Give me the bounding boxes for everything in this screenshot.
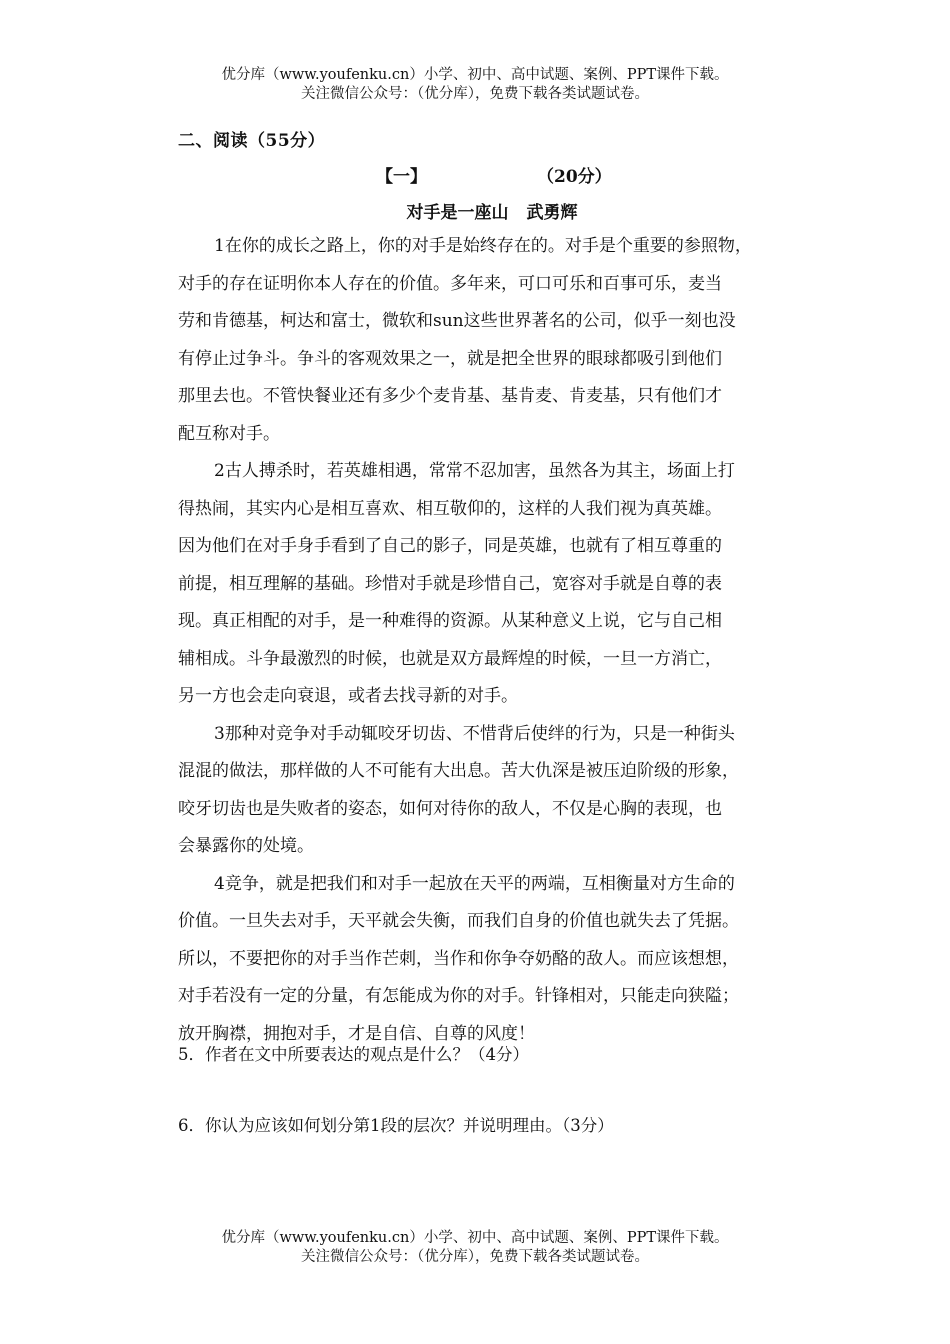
header-line-2: 关注微信公众号：（优分库），免费下载各类试题试卷。 [301,86,649,102]
text-line: 放开胸襟，拥抱对手，才是自信、自尊的风度！ [178,1023,535,1044]
text-line: 有停止过争斗。争斗的客观效果之一，就是把全世界的眼球都吸引到他们 [178,348,722,369]
footer-line-2: 关注微信公众号：（优分库），免费下载各类试题试卷。 [301,1249,649,1265]
part-score: （20分） [537,167,612,187]
page-header [0,66,950,104]
text-line: 因为他们在对手身手看到了自己的影子，同是英雄，也就有了相互尊重的 [178,536,722,556]
text-line: 对手若没有一定的分量，有怎能成为你的对手。针锋相对，只能走向狭隘； [178,986,739,1006]
text-line: 现。真正相配的对手，是一种难得的资源。从某种意义上说，它与自己相 [178,611,722,631]
article-title-text: 对手是一座山 [406,203,509,223]
text-line: 配互称对手。 [178,423,280,444]
text-line: 那里去也。不管快餐业还有多少个麦肯基、基肯麦、肯麦基，只有他们才 [178,386,722,406]
section-title: 二、阅读（55分） [178,131,326,151]
article-title [0,198,950,223]
page-footer [0,1229,950,1267]
text-line: 咬牙切齿也是失败者的姿态，如何对待你的敌人，不仅是心胸的表现，也 [178,798,722,819]
text-line: 3那种对竞争对手动辄咬牙切齿、不惜背后使绊的行为，只是一种街头 [214,723,735,744]
text-line: 劳和肯德基，柯达和富士，微软和sun这些世界著名的公司，似乎一刻也没 [178,311,736,331]
text-line: 前提，相互理解的基础。珍惜对手就是珍惜自己，宽容对手就是自尊的表 [178,573,722,594]
text-line: 对手的存在证明你本人存在的价值。多年来，可口可乐和百事可乐，麦当 [178,273,722,294]
part-tag: 【一】 [376,167,427,187]
text-line: 辅相成。斗争最激烈的时候，也就是双方最辉煌的时候，一旦一方消亡， [178,648,722,669]
text-line: 另一方也会走向衰退，或者去找寻新的对手。 [178,686,518,706]
question-6: 6．你认为应该如何划分第1段的层次？并说明理由。（3分） [178,1116,614,1135]
text-line: 得热闹，其实内心是相互喜欢、相互敬仰的，这样的人我们视为真英雄。 [178,498,722,519]
text-line: 混混的做法，那样做的人不可能有大出息。苦大仇深是被压迫阶级的形象， [178,761,739,781]
article-body [178,228,828,1053]
text-line: 1在你的成长之路上，你的对手是始终存在的。对手是个重要的参照物， [214,236,752,256]
text-line: 价值。一旦失去对手，天平就会失衡，而我们自身的价值也就失去了凭据。 [178,911,739,931]
footer-line-1: 优分库（www.youfenku.cn）小学、初中、高中试题、案例、PPT课件下载。 [221,1230,729,1246]
header-line-1: 优分库（www.youfenku.cn）小学、初中、高中试题、案例、PPT课件下载。 [221,67,729,83]
text-line: 2古人搏杀时，若英雄相遇，常常不忍加害，虽然各为其主，场面上打 [214,461,735,481]
text-line: 所以，不要把你的对手当作芒刺，当作和你争夺奶酪的敌人。而应该想想， [178,948,739,969]
question-5: 5．作者在文中所要表达的观点是什么？（4分） [178,1045,529,1064]
text-line: 4竞争，就是把我们和对手一起放在天平的两端，互相衡量对方生命的 [214,873,735,894]
article-author: 武勇辉 [526,203,578,223]
text-line: 会暴露你的处境。 [178,836,314,856]
